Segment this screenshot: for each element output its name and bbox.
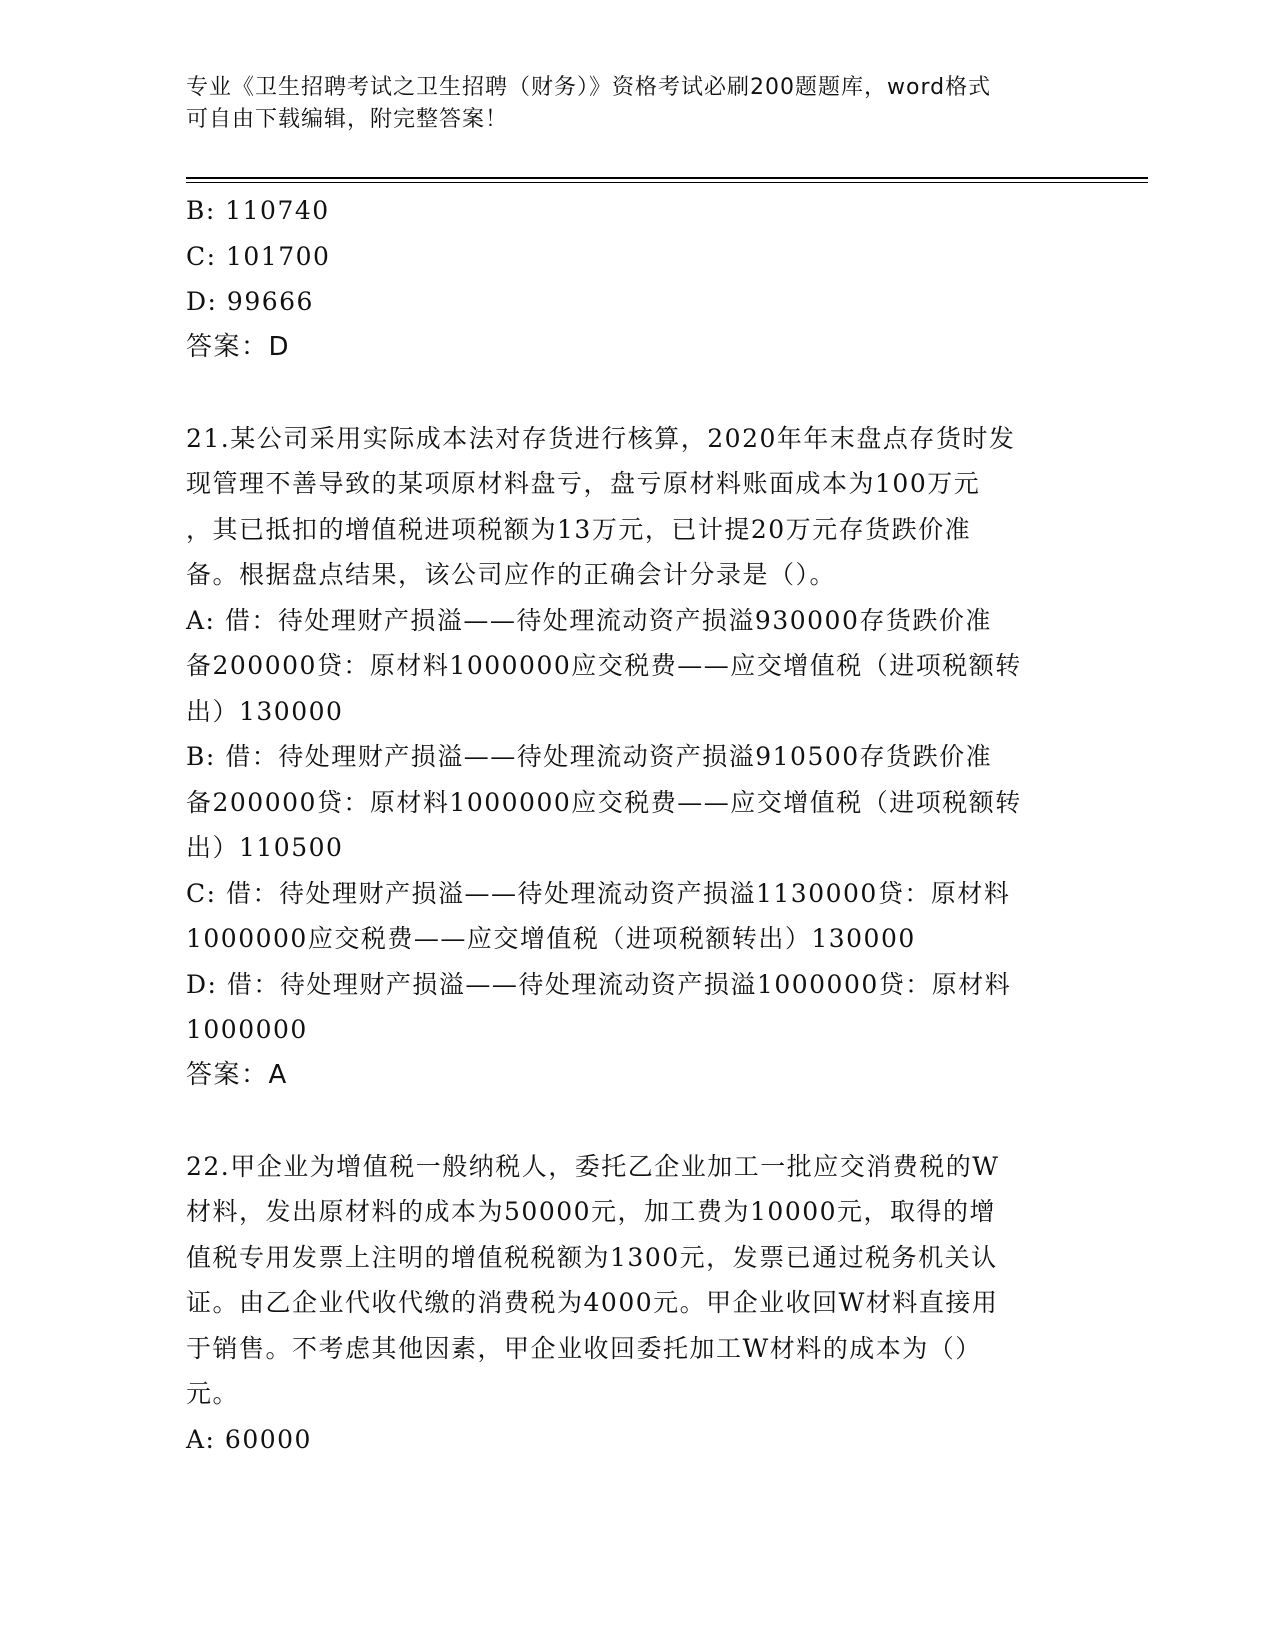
option-b-line: 备200000贷：原材料1000000应交税费——应交增值税（进项税额转	[186, 787, 1022, 817]
question-stem-line: 现管理不善导致的某项原材料盘亏，盘亏原材料账面成本为100万元	[186, 469, 981, 498]
header-divider-thin	[186, 182, 1148, 183]
question-stem-line: 于销售。不考虑其他因素，甲企业收回委托加工W材料的成本为（）	[186, 1333, 982, 1363]
document-body	[186, 188, 1086, 1462]
header-divider	[186, 177, 1148, 179]
option-c-line: C: 借：待处理财产损溢——待处理流动资产损溢1130000贷：原材料	[186, 878, 1011, 908]
question-stem-line: ，其已抵扣的增值税进项税额为13万元，已计提20万元存货跌价准	[186, 514, 972, 544]
option-d: D: 99666	[186, 287, 314, 316]
question-22	[186, 1144, 1086, 1463]
blank-line	[186, 370, 1086, 416]
option-d-line: D: 借：待处理财产损溢——待处理流动资产损溢1000000贷：原材料	[186, 969, 1012, 999]
answer-line: 答案：D	[186, 331, 291, 362]
option-c: C: 101700	[186, 241, 331, 271]
blank-line	[186, 1098, 1086, 1144]
option-b: B: 110740	[186, 196, 330, 225]
question-stem-line: 材料，发出原材料的成本为50000元，加工费为10000元，取得的增	[186, 1197, 997, 1226]
question-stem-line: 证。由乙企业代收代缴的消费税为4000元。甲企业收回W材料直接用	[186, 1288, 999, 1317]
option-a: A: 60000	[186, 1424, 312, 1454]
header-line: 可自由下载编辑，附完整答案！	[186, 107, 509, 132]
option-d-line: 1000000	[186, 1015, 308, 1044]
question-stem-line: 21.某公司采用实际成本法对存货进行核算，2020年年末盘点存货时发	[186, 423, 1016, 453]
question-stem-line: 元。	[186, 1379, 240, 1408]
option-b-line: 出）110500	[186, 833, 344, 862]
question-21	[186, 416, 1086, 1099]
question-20-tail	[186, 188, 1086, 370]
option-c-line: 1000000应交税费——应交增值税（进项税额转出）130000	[186, 924, 916, 953]
option-a-line: A: 借：待处理财产损溢——待处理流动资产损溢930000存货跌价准	[186, 605, 992, 635]
page-header	[186, 72, 1086, 136]
question-stem-line: 备。根据盘点结果，该公司应作的正确会计分录是（）。	[186, 560, 837, 589]
header-line: 专业《卫生招聘考试之卫生招聘（财务）》资格考试必刷200题题库，word格式	[186, 75, 992, 100]
question-stem-line: 值税专用发票上注明的增值税税额为1300元，发票已通过税务机关认	[186, 1242, 998, 1272]
option-a-line: 备200000贷：原材料1000000应交税费——应交增值税（进项税额转	[186, 651, 1022, 680]
question-stem-line: 22.甲企业为增值税一般纳税人，委托乙企业加工一批应交消费税的W	[186, 1151, 1000, 1181]
option-b-line: B: 借：待处理财产损溢——待处理流动资产损溢910500存货跌价准	[186, 742, 993, 771]
option-a-line: 出）130000	[186, 696, 344, 726]
answer-line: 答案：A	[186, 1059, 288, 1090]
